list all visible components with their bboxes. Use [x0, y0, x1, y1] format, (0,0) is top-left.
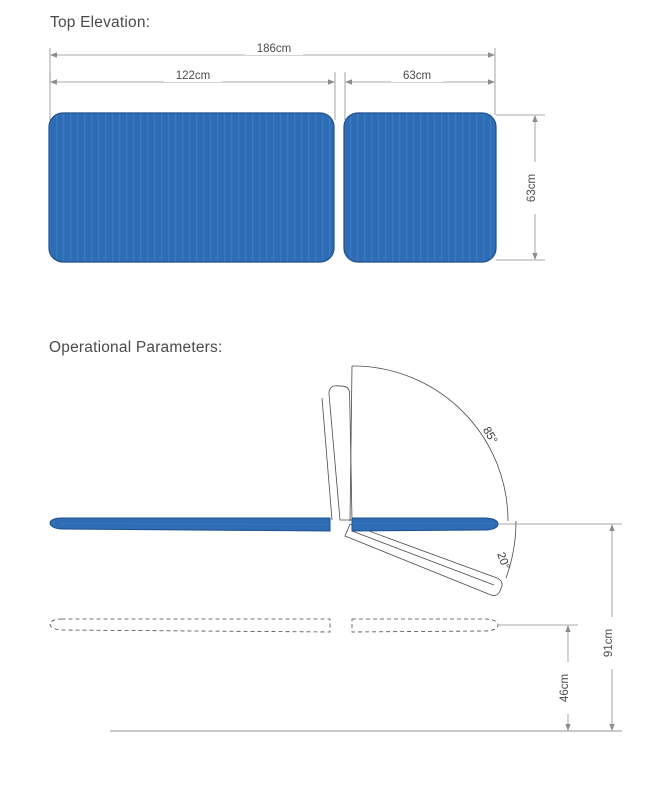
dimension-max-height — [603, 524, 619, 731]
dimension-long-section — [50, 68, 335, 85]
cushion-long-section — [49, 113, 334, 262]
backrest-raised-outline — [322, 386, 352, 520]
dimension-label-max-height: 91cm — [603, 628, 615, 658]
dimension-depth — [526, 115, 542, 260]
backrest-angle-arc — [350, 366, 508, 521]
angle-label-legrest: 20° — [494, 550, 512, 572]
dimension-overall-width — [50, 41, 495, 58]
dimension-label-long-section: 122cm — [175, 70, 211, 82]
dimension-label-overall-width: 186cm — [256, 43, 292, 55]
operational-parameters-group — [50, 366, 622, 731]
mattress-lowered-outline — [50, 619, 498, 632]
dimension-label-depth: 63cm — [526, 173, 538, 203]
angle-label-backrest: 85° — [480, 424, 500, 447]
operational-parameters-title: Operational Parameters: — [49, 339, 223, 356]
extension-lines — [50, 48, 495, 120]
dimension-label-short-section: 63cm — [402, 70, 432, 82]
cushion-short-section — [344, 113, 496, 262]
dimension-min-height — [559, 625, 575, 731]
legrest-lowered-outline — [345, 524, 502, 596]
legrest-angle-arc — [506, 521, 516, 578]
top-elevation-group — [49, 41, 545, 262]
dimension-label-min-height: 46cm — [559, 673, 571, 703]
height-extension-lines — [110, 524, 622, 731]
dimension-short-section — [345, 68, 495, 85]
mattress-side-view-raised — [50, 518, 498, 531]
top-elevation-title: Top Elevation: — [50, 14, 151, 31]
